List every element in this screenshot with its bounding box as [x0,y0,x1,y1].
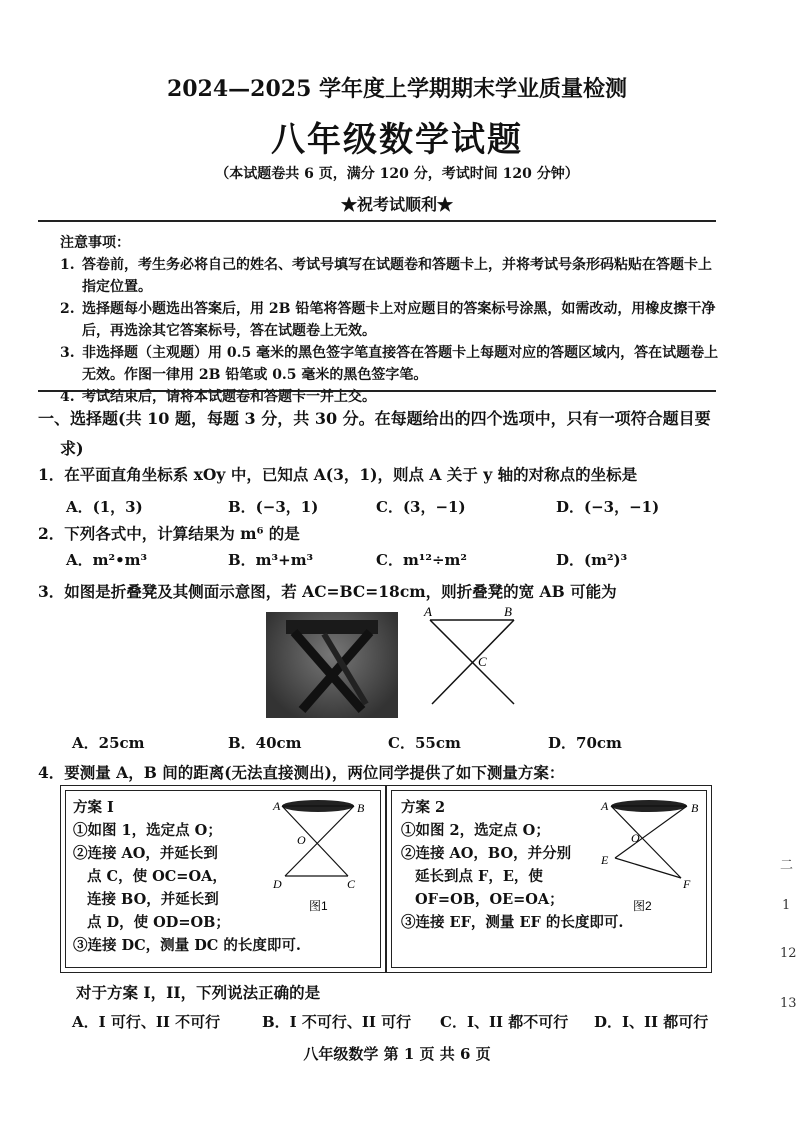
note-text: 非选择题（主观题）用 0.5 毫米的黑色签字笔直接答在答题卡上每题对应的答题区域内，答在试题卷上无效。作图一律用 2B 铅笔或 0.5 毫米的黑色签字笔。 [82,345,719,383]
plan-1-line: ②连接 AO，并延长到 [73,845,218,862]
plan-2-label-a: A [601,799,609,813]
divider-top [38,220,716,222]
plan-2-box [386,785,712,973]
section-heading-line1: 一、选择题(共 10 题，每题 3 分，共 30 分。在每题给出的四个选项中，只有一项符合题目要 [38,409,711,428]
note-text: 选择题每小题选出答案后，用 2B 铅笔将答题卡上对应题目的答案标号涂黑，如需改动，用橡皮擦干净后，再选涂其它答案标号，答在试题卷上无效。 [82,301,716,339]
note-item [60,298,720,342]
q1-option-d: D．(−3，−1) [556,498,660,516]
question-2-stem: 2．下列各式中，计算结果为 m⁶ 的是 [38,524,300,543]
plan-2-line: ②连接 AO，BO，并分别 [401,845,572,862]
divider-notes [38,390,716,392]
folding-stool-photo [266,612,398,718]
plan-1-figure [273,796,383,916]
edge-mark: 13 [780,996,797,1011]
notes-section [60,232,720,408]
plan-1-line: 点 C，使 OC=OA， [87,868,227,885]
edge-mark: 二 [780,858,794,873]
q2-option-d: D．(m²)³ [556,551,628,569]
q2-option-b: B．m³+m³ [228,551,314,569]
plan-1-label-o: O [297,833,306,847]
note-number: 4. [60,389,75,405]
plan-2-line: ①如图 2，选定点 O； [401,822,550,839]
q1-option-b: B．(−3，1) [228,498,319,516]
stool-side-diagram [420,604,520,710]
note-number: 3. [60,345,75,361]
question-3-stem: 3．如图是折叠凳及其侧面示意图，若 AC=BC=18cm，则折叠凳的宽 AB 可能为 [38,582,617,601]
label-b: B [504,604,512,619]
plan-1-line: 点 D，使 OD=OB； [87,914,230,931]
plan-1-label-a: A [273,799,281,813]
plan-2-line: OF=OB，OE=OA； [415,891,564,908]
q2-option-c: C．m¹²÷m² [376,551,467,569]
q4-option-d: D．I、II 都可行 [594,1013,709,1031]
page-footer: 八年级数学 第 1 页 共 6 页 [303,1045,491,1063]
plan-1-label-c: C [347,877,356,891]
q1-option-c: C．(3，−1) [376,498,466,516]
plan-1-box [60,785,386,973]
note-item [60,254,720,298]
question-1-stem: 1．在平面直角坐标系 xOy 中，已知点 A(3，1)，则点 A 关于 y 轴的对称点的坐标是 [38,465,638,484]
q3-option-d: D．70cm [548,734,622,752]
plan-2-label-f: F [683,877,691,891]
plan-2-line: ③连接 EF，测量 EF 的长度即可. [401,914,624,931]
stool-silhouette [266,612,398,718]
section-heading-line2: 求) [60,439,84,458]
plan-1-label-d: D [273,877,282,891]
q4-option-a: A．I 可行、II 不可行 [72,1013,221,1031]
plan-2-title: 方案 2 [401,799,446,816]
plan-2-label-b: B [691,801,699,815]
plan-1-line: ①如图 1，选定点 O； [73,822,222,839]
q3-option-c: C．55cm [388,734,461,752]
edge-mark: 12 [780,946,797,961]
label-c: C [478,654,487,669]
note-text: 答卷前，考生务必将自己的姓名、考试号填写在试题卷和答题卡上，并将考试号条形码粘贴在答题卡上指定位置。 [82,257,712,295]
subject-title: 八年级数学试题 [271,120,523,160]
plan-2-label-e: E [601,853,609,867]
q4-option-b: B．I 不可行、II 可行 [262,1013,412,1031]
plan-2-label-o: O [631,831,640,845]
q3-option-a: A．25cm [72,734,145,752]
plan-2-text [401,796,623,934]
exam-subtitle: （本试题卷共 6 页，满分 120 分，考试时间 120 分钟） [215,166,579,182]
question-4-question: 对于方案 I，II，下列说法正确的是 [76,983,321,1002]
plan-2-caption: 图2 [633,899,652,913]
plan-1-text [73,796,301,957]
q1-option-a: A．(1，3) [66,498,143,516]
edge-mark: 1 [782,898,791,913]
plan-1-label-b: B [357,801,365,815]
q3-option-b: B．40cm [228,734,302,752]
note-item [60,342,720,386]
label-a: A [424,604,432,619]
good-luck-text: ★祝考试顺利★ [340,195,453,214]
q2-option-a: A．m²•m³ [66,551,148,569]
note-number: 1. [60,257,75,273]
notes-heading: 注意事项： [60,235,130,251]
section-heading [38,404,728,464]
note-text: 考试结束后，请将本试题卷和答题卡一并上交。 [82,389,376,405]
question-4-stem: 4．要测量 A，B 间的距离(无法直接测出)，两位同学提供了如下测量方案： [38,763,565,782]
plan-1-line: 连接 BO，并延长到 [87,891,219,908]
note-number: 2. [60,301,75,317]
plan-1-title: 方案 I [73,799,114,816]
q4-option-c: C．I、II 都不可行 [440,1013,569,1031]
plan-2-line: 延长到点 F，E，使 [415,868,543,885]
plan-2-figure [593,796,709,916]
plan-1-caption: 图1 [309,899,328,913]
plan-1-line: ③连接 DC，测量 DC 的长度即可. [73,937,301,954]
exam-title: 2024—2025 学年度上学期期末学业质量检测 [166,76,628,102]
